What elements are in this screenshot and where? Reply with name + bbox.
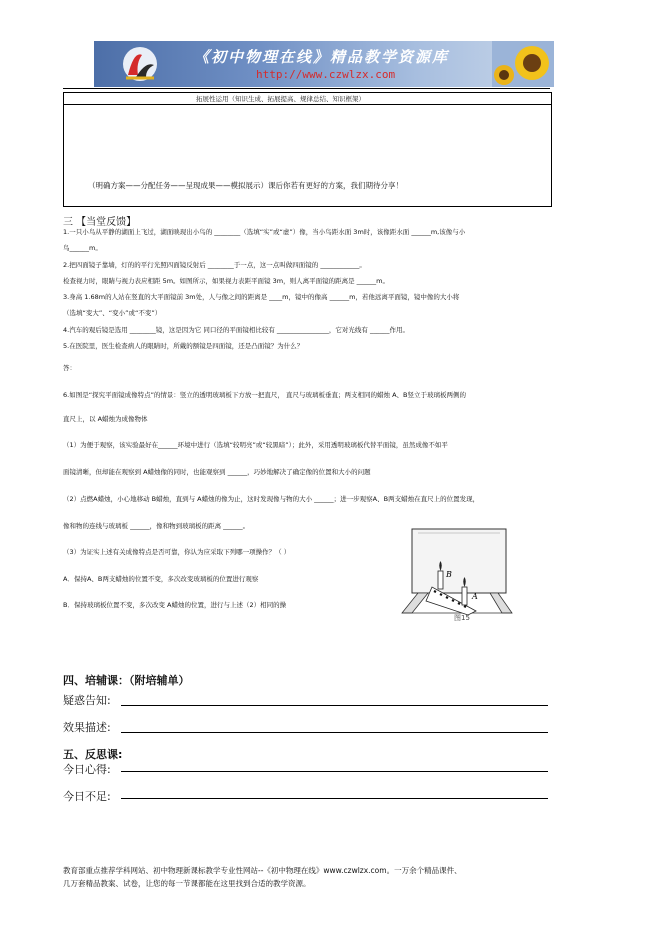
shortfall-label: 今日不足: [63, 790, 111, 803]
section5-title: 五、反思课: [63, 748, 123, 761]
q6-line-b: 直尺上，以 A蜡烛为成像物体 [63, 415, 148, 423]
q6-part1-b: 面镜清晰，但却能在观察到 A蜡烛像的同时，也能观察到 ______，巧妙地解决了确定像的位置和大小的问题 [63, 468, 371, 476]
q3-line-a: 3.身高 1.68m的人站在竖直的大平面镜前 3m处，人与像之间的距离是 ____m，镜中的像高 ______m，若他远离平面镜，镜中像的大小将 [63, 293, 460, 301]
q3-line-b: （选填“变大”、“变小”或“不变”） [63, 309, 162, 317]
box-header: 拓展性运用（知识生成、拓展提高、规律总结、知识框架） [196, 95, 365, 103]
figure-15 [398, 527, 516, 629]
gain-input-line[interactable] [121, 771, 548, 772]
figure-caption: 图15 [454, 614, 470, 622]
q6-option-b: B．保持玻璃板位置不变，多次改变 A蜡烛的位置，进行与上述（2）相同的操 [63, 601, 287, 609]
label-b: B [446, 570, 452, 579]
q6-part1-a: （1）为便于观察，该实验最好在______环境中进行（选填“较明亮”或“较黑暗”）；此外，采用透明玻璃板代替平面镜，虽然成像不如平 [63, 441, 448, 449]
q6-part3: （3）为证实上述有关成像特点是否可靠，你认为应采取下列哪一项操作？（ ） [63, 548, 291, 556]
q5-answer-label: 答： [63, 364, 76, 372]
footer-line-1: 教育部重点推荐学科网站、初中物理新课标教学专业性网站--《初中物理在线》www.czwlzx.com。一万余个精品课件、 [63, 866, 462, 875]
q2-line-a: 2.把四面镜子靠墙，灯的的平行光照四面镜反射后 ________于一点，这一点叫做四面镜的 ____________。 [63, 261, 366, 269]
q1-line-b: 鸟______m。 [63, 244, 102, 252]
doubt-input-line[interactable] [121, 705, 548, 706]
logo-icon [120, 45, 160, 83]
q1-line-a: 1.一只小鸟从平静的湖面上飞过，湖面映现出小鸟的 ________（选填“实”或“虚”）像，当小鸟距水面 3m时，该像距水面 ______m,该像与小 [63, 228, 466, 236]
q6-part2-a: （2）点燃A蜡烛，小心地移动 B蜡烛，直到与 A蜡烛的像为止，这时发现像与物的大小 ______；进一步观察A、B两支蜡烛在直尺上的位置发现， [63, 495, 480, 503]
header-banner [94, 41, 554, 87]
banner-title: 《初中物理在线》精品教学资源库 [194, 48, 450, 66]
effect-input-line[interactable] [121, 732, 548, 733]
shortfall-input-line[interactable] [121, 798, 548, 799]
section3-title: 三 【当堂反馈】 [63, 217, 137, 228]
q6-option-a: A．保持A、B两支蜡烛的位置不变，多次改变玻璃板的位置进行观察 [63, 575, 259, 583]
box-footer: （明确方案——分配任务——呈现成果——模拟展示）课后你若有更好的方案，我们期待分享！ [88, 181, 403, 190]
sunflower-image [492, 41, 554, 87]
effect-label: 效果描述: [63, 721, 111, 734]
q6-part2-b: 像和物的连线与玻璃板 ______，像和物到玻璃板的距离 ______。 [63, 522, 250, 530]
q5-line: 5.在医院里，医生检查病人的眼睛时，所戴的额镜是四面镜，还是凸面镜？为什么？ [63, 342, 304, 350]
gain-label: 今日心得: [63, 763, 111, 776]
header-rule [63, 88, 550, 89]
section4-title: 四、培辅课：（附培辅单） [63, 674, 190, 687]
q4-line: 4.汽车的观后镜是选用 ________镜，这是因为它 同口径的平面镜相比较有 ________________，它对光线有 ______作用。 [63, 326, 409, 334]
label-a: A [472, 592, 478, 601]
q2-line-b: 检查视力时，眼睛与视力表应相距 5m。如图所示，如果视力表距平面镜 3m，则人离平面镜的距离是 ______m。 [63, 277, 389, 285]
q6-line-a: 6.如图是“探究平面镜成像特点”的情景：竖立的透明玻璃板下方放一把直尺， 直尺与玻璃板垂直；两支相同的蜡烛 A、B竖立于玻璃板两侧的 [63, 391, 466, 399]
banner-url: http://www.czwlzx.com [256, 68, 396, 81]
box-divider [63, 104, 551, 105]
footer-line-2: 几万套精品教案、试卷，让您的每一节课都能在这里找到合适的教学资源。 [63, 879, 311, 888]
doubt-label: 疑惑告知: [63, 694, 111, 707]
